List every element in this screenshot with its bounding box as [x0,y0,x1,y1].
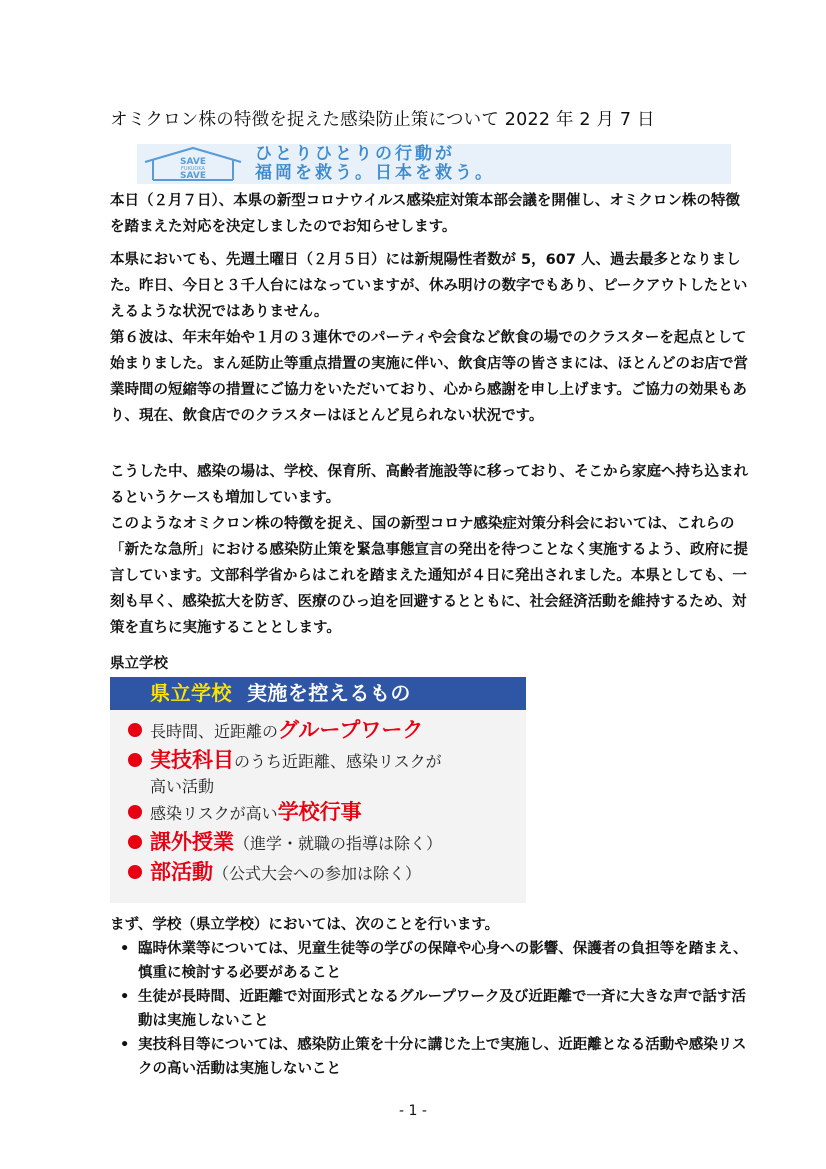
section-label-prefectural-schools: 県立学校 [110,656,168,672]
svg-text:FUKUOKA: FUKUOKA [181,166,205,172]
red-bullet-icon [128,753,142,767]
list-item: 長時間、近距離のグループワーク [128,716,526,746]
red-bullet-icon [128,723,142,737]
red-bullet-icon [128,835,142,849]
save-fukuoka-banner [137,144,731,184]
banner-slogan-line1: ひとりひとりの行動が [255,144,455,164]
list-item: 実技科目のうち近距離、感染リスクが [128,746,526,776]
card-header-title: 実施を控えるもの [246,681,411,705]
restricted-activities-card [110,677,526,903]
paragraph-situation [110,247,750,429]
card-header-highlight: 県立学校 [150,681,232,705]
list-item: • 実技科目等については、感染防止策を十分に講じた上で実施し、近距離となる活動や感染リスクの高い活動は実施しないこと [110,1033,750,1081]
red-bullet-icon [128,865,142,879]
banner-slogan-line2: 福岡を救う。日本を救う。 [255,163,495,183]
save-fukuoka-logo-icon [139,146,247,182]
document-title: オミクロン株の特徴を捉えた感染防止策について 2022 年 2 月 7 日 [110,110,655,130]
paragraph-measures [110,459,750,641]
bullet-icon: • [120,989,130,1005]
bullet-icon: • [120,1037,130,1053]
list-item: 部活動（公式大会への参加は除く） [128,858,526,888]
paragraph-infection-sites: こうした中、感染の場は、学校、保育所、高齢者施設等に移っており、そこから家庭へ持ち込まれるというケースも増加しています。 [110,464,748,506]
svg-text:SAVE: SAVE [180,157,206,167]
paragraph-sixth-wave: 第６波は、年末年始や１月の３連休でのパーティや会食など飲食の場でのクラスターを起点として始まりました。まん延防止等重点措置の実施に伴い、飲食店等の皆さまには、ほとんどのお店で営業時間の短縮等の措置にご協力をいただいており、心から感謝を申し上げます。ご協力の効果もあり、現在、飲食店でのクラスターはほとんど見られない状況です。 [110,330,748,424]
red-bullet-icon [128,805,142,819]
list-item-continuation: 高い活動 [150,777,215,796]
list-item: • 生徒が長時間、近距離で対面形式となるグループワーク及び近距離で一斉に大きな声で話す活動は実施しないこと [110,985,750,1033]
page-number: - 1 - [399,1103,427,1119]
school-measures-list [110,937,750,1081]
list-item: • 臨時休業等については、児童生徒等の学びの保障や心身への影響、保護者の負担等を踏まえ、慎重に検討する必要があること [110,937,750,985]
paragraph-new-cases: 本県においても、先週土曜日（２月５日）には新規陽性者数が 5，607 人、過去最多となりました。昨日、今日と３千人台にはなっていますが、休み明けの数字でもあり、ピークアウトしたといえるような状況ではありません。 [110,252,748,320]
bullet-icon: • [120,941,130,957]
banner-slogan [255,145,725,183]
svg-text:SAVE: SAVE [180,171,206,181]
list-item: 感染リスクが高い学校行事 [128,798,526,828]
paragraph-policy: このようなオミクロン株の特徴を捉え、国の新型コロナ感染症対策分科会においては、これらの「新たな急所」における感染防止策を緊急事態宣言の発出を待つことなく実施するよう、政府に提言しています。文部科学省からはこれを踏まえた通知が４日に発出されました。本県としても、一刻も早く、感染拡大を防ぎ、医療のひっ迫を回避するとともに、社会経済活動を維持するため、対策を直ちに実施することとします。 [110,516,748,636]
restricted-activities-list [110,710,526,888]
list-item: 課外授業（進学・就職の指導は除く） [128,828,526,858]
paragraph-announcement: 本日（２月７日）、本県の新型コロナウイルス感染症対策本部会議を開催し、オミクロン株の特徴を踏まえた対応を決定しましたのでお知らせします。 [110,193,740,235]
schools-intro: まず、学校（県立学校）においては、次のことを行います。 [110,917,500,933]
card-header [110,677,526,710]
